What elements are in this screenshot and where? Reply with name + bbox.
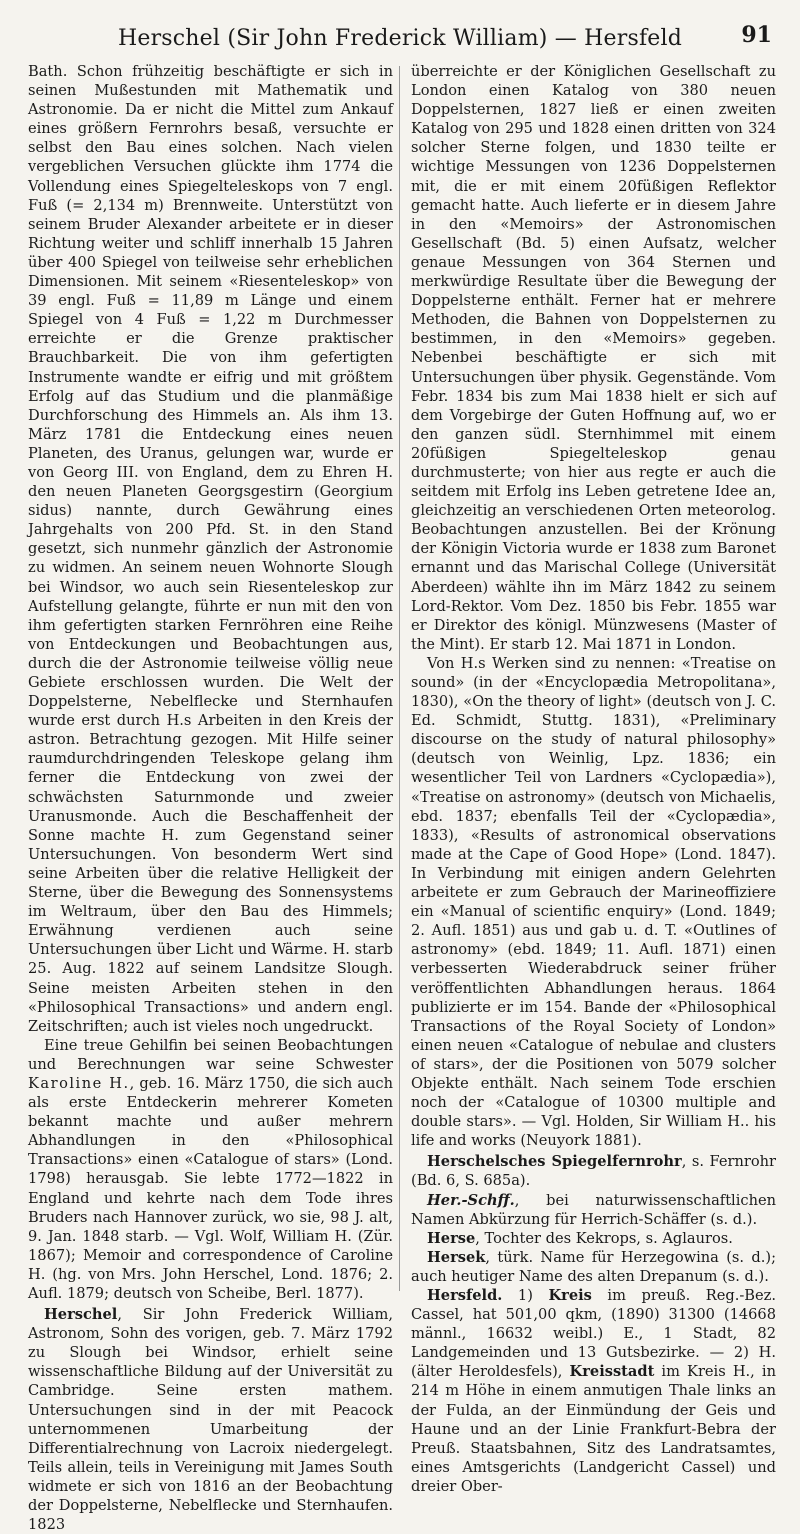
page-header: [28, 18, 772, 58]
left-paragraph-1: Bath. Schon frühzeitig beschäftigte er sich in seinen Mußestunden mit Mathematik und Astronomie. Da er nicht die Mittel zum Ankauf eines größern Fernrohrs besaß, versuchte er selbst den Bau eines solchen. Nach vielen vergeblichen Versuchen glückte ihm 1774 die Vollendung eines Spiegelteleskops von 7 engl. Fuß (= 2,134 m) Brennweite. Unterstützt von seinem Bruder Alexander arbeitete er in dieser Richtung weiter und schliff innerhalb 15 Jahren über 400 Spiegel von teilweise sehr erheblichen Dimensionen. Mit seinem «Riesenteleskop» von 39 engl. Fuß = 11,89 m Länge und einem Spiegel von 4 Fuß = 1,22 m Durchmesser erreichte er die Grenze praktischer Brauchbarkeit. Die von ihm gefertigten Instrumente wandte er eifrig und mit größtem Erfolg auf das Studium und die planmäßige Durchforschung des Himmels an. Als ihm 13. März 1781 die Entdeckung eines neuen Planeten, des Uranus, gelungen war, wurde er von Georg III. von England, dem zu Ehren H. den neuen Planeten Georgsgestirn (Georgium sidus) nannte, durch Gewährung eines Jahrgehalts von 200 Pfd. St. in den Stand gesetzt, sich nunmehr gänzlich der Astronomie zu widmen. An seinem neuen Wohnorte Slough bei Windsor, wo auch sein Riesenteleskop zur Aufstellung gelangte, führte er nun mit den von ihm gefertigten starken Fernröhren eine Reihe von Entdeckungen und Beobachtungen aus, durch die der Astronomie teilweise völlig neue Gebiete erschlossen wurden. Die Welt der Doppelsterne, Nebelflecke und Sternhaufen wurde erst durch H.s Arbeiten in den Kreis der astron. Betrachtung gezogen. Mit Hilfe seiner raumdurchdringenden Teleskope gelang ihm ferner die Entdeckung von zwei der schwächsten Saturnmonde und zweier Uranusmonde. Auch die Beschaffenheit der Sonne machte H. zum Gegenstand seiner Untersuchungen. Von besonderm Wert sind seine Arbeiten über die relative Helligkeit der Sterne, über die Bewegung des Sonnensystems im Weltraum, über den Bau des Himmels; Erwähnung verdienen auch seine Untersuchungen über Licht und Wärme. H. starb 25. Aug. 1822 auf seinem Landsitze Slough. Seine meisten Arbeiten stehen in den «Philosophical Transactions» und andern engl. Zeitschriften; auch ist vieles noch ungedruckt.: [28, 63, 393, 1035]
right-column: [411, 62, 776, 1495]
term-kreisstadt: Kreisstadt: [569, 1363, 655, 1381]
left-column: [28, 62, 393, 1534]
headword-hersek: Hersek: [427, 1248, 486, 1266]
text-columns: [28, 62, 776, 1534]
entry-hersfeld: Hersfeld. 1) Kreis im preuß. Reg.-Bez. Cassel, hat 501,00 qkm, (1890) 31300 (14668 männl., 16632 weibl.) E., 1 Stadt, 82 Landgemeinden und 13 Gutsbezirke. — 2) H. (älter Heroldesfels), Kreisstadt im Kreis H., in 214 m Höhe in einem anmutigen Thale links an der Fulda, an der Einmündung der Geis und Haune und an der Linie Frankfurt-Bebra der Preuß. Staatsbahnen, Sitz des Landratsamtes, eines Amtsgerichts (Landgericht Cassel) und dreier Ober-: [411, 1287, 776, 1495]
entry-spiegelfernrohr: Herschelsches Spiegelfernrohr, s. Fernrohr (Bd. 6, S. 685a).: [411, 1153, 776, 1190]
running-title: Herschel (Sir John Frederick William) — Hersfeld: [117, 25, 683, 51]
headword-hersfeld: Hersfeld.: [427, 1287, 503, 1304]
left-paragraph-2: Eine treue Gehilfin bei seinen Beobachtungen und Berechnungen war seine Schwester Karoline H., geb. 16. März 1750, die sich auch als erste Entdeckerin mehrerer Kometen bekannt machte und außer mehrern Abhandlungen in den «Philosophical Transactions» einen «Catalogue of stars» (Lond. 1798) herausgab. Sie lebte 1772—1822 in England und kehrte nach dem Tode ihres Bruders nach Hannover zurück, wo sie, 98 J. alt, 9. Jan. 1848 starb. — Vgl. Wolf, William H. (Zür. 1867); Memoir and correspondence of Caroline H. (hg. von Mrs. John Herschel, Lond. 1876; 2. Aufl. 1879; deutsch von Scheibe, Berl. 1877).: [28, 1036, 393, 1302]
entry-herse: Herse, Tochter des Kekrops, s. Aglauros.: [427, 1229, 733, 1247]
headword-spiegelfernrohr: Herschelsches Spiegelfernrohr: [427, 1153, 682, 1171]
headword-herse: Herse: [427, 1229, 476, 1247]
right-paragraph-1: überreichte er der Königlichen Gesellschaft zu London einen Katalog von 380 neuen Doppelsternen, 1827 ließ er einen zweiten Katalog von 295 und 1828 einen dritten von 324 solcher Sterne folgen, und 1830 teilte er wichtige Messungen von 1236 Doppelsternen mit, die er mit einem 20füßigen Reflektor gemacht hatte. Auch lieferte er in diesem Jahre in den «Memoirs» der Astronomischen Gesellschaft (Bd. 5) einen Aufsatz, welcher genaue Messungen von 364 Sternen und merkwürdige Resultate über die Bewegung der Doppelsterne enthält. Ferner hat er mehrere Methoden, die Bahnen von Doppelsternen zu bestimmen, in den «Memoirs» gegeben. Nebenbei beschäftigte er sich mit Untersuchungen über physik. Gegenstände. Vom Febr. 1834 bis zum Mai 1838 hielt er sich auf dem Vorgebirge der Guten Hoffnung auf, wo er den ganzen südl. Sternhimmel mit einem 20füßigen Spiegelteleskop genau durchmusterte; von hier aus regte er auch die seitdem mit Erfolg ins Leben getretene Idee an, gleichzeitig an verschiedenen Orten meteorolog. Beobachtungen anzustellen. Bei der Krönung der Königin Victoria wurde er 1838 zum Baronet ernannt und das Marischal College (Universität Aberdeen) wählte ihn im März 1842 zu seinem Lord-Rektor. Vom Dez. 1850 bis Febr. 1855 war er Direktor des königl. Münzwesens (Master of the Mint). Er starb 12. Mai 1871 in London.: [411, 63, 776, 653]
entry-her-schff: Her.-Schff., bei naturwissenschaftlichen Namen Abkürzung für Herrich-Schäffer (s. d.).: [411, 1191, 776, 1228]
name-karoline: Karoline H.: [28, 1074, 130, 1092]
entry-hersek: Hersek, türk. Name für Herzegowina (s. d.); auch heutiger Name des alten Drepanum (s. d.).: [411, 1248, 776, 1285]
term-kreis: Kreis: [548, 1287, 592, 1304]
entry-herschel-john: Herschel, Sir John Frederick William, Astronom, Sohn des vorigen, geb. 7. März 1792 zu Slough bei Windsor, erhielt seine wissenschaftliche Bildung auf der Universität zu Cambridge. Seine ersten mathem. Untersuchungen sind in der mit Peacock unternommenen Umarbeitung der Differentialrechnung von Lacroix niedergelegt. Teils allein, teils in Vereinigung mit James South widmete er sich von 1816 an der Beobachtung der Doppelsterne, Nebelflecke und Sternhaufen. 1823: [28, 1306, 393, 1534]
right-paragraph-2: Von H.s Werken sind zu nennen: «Treatise on sound» (in der «Encyclopædia Metropolitana», 1830), «On the theory of light» (deutsch von J. C. Ed. Schmidt, Stuttg. 1831), «Preliminary discourse on the study of natural philosophy» (deutsch von Weinlig, Lpz. 1836; ein wesentlicher Teil von Lardners «Cyclopædia»), «Treatise on astronomy» (deutsch von Michaelis, ebd. 1837; ebenfalls Teil der «Cyclopædia», 1833), «Results of astronomical observations made at the Cape of Good Hope» (Lond. 1847). In Verbindung mit einigen andern Gelehrten arbeitete er zum Gebrauch der Marineoffiziere ein «Manual of scientific enquiry» (Lond. 1849; 2. Aufl. 1851) aus und gab u. d. T. «Outlines of astronomy» (ebd. 1849; 11. Aufl. 1871) einen verbesserten Wiederabdruck seiner früher veröffentlichten Abhandlungen heraus. 1864 publizierte er im 154. Bande der «Philosophical Transactions of the Royal Society of London» einen neuen «Catalogue of nebulae and clusters of stars», der die Positionen von 5079 solcher Objekte enthält. Nach seinem Tode erschien noch der «Catalogue of 10300 multiple and double stars». — Vgl. Holden, Sir William H.. his life and works (Neuyork 1881).: [411, 654, 776, 1150]
headword-her-schff: Her.-Schff.: [427, 1191, 515, 1209]
headword-herschel: Herschel: [44, 1306, 118, 1324]
page-number: 91: [741, 22, 772, 48]
